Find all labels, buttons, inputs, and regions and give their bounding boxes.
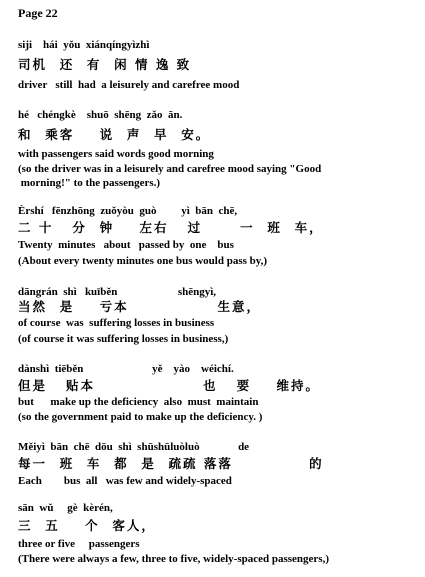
hanzi-line: 当然 是 亏本 生意， xyxy=(18,299,262,314)
gloss-line: with passengers said words good morning xyxy=(18,148,214,160)
gloss-line: of course was suffering losses in business xyxy=(18,317,215,329)
pinyin-line: hé chéngkè shuō shēng zǎo ān. xyxy=(18,109,183,121)
pinyin-line: sān wǔ gè kèrén, xyxy=(18,502,113,514)
hanzi-line: 三 五 个 客人， xyxy=(18,518,156,533)
translation-line: (of course it was suffering losses in business,) xyxy=(18,333,229,345)
gloss-line: Each bus all was few and widely-spaced xyxy=(18,475,232,487)
hanzi-line: 每一 班 车 都 是 疏疏 落落 的 xyxy=(18,456,324,471)
pinyin-line: Èrshí fēnzhōng zuǒyòu guò yì bān chē, xyxy=(18,205,238,217)
pinyin-line: dànshì tiēběn yě yào wéichí. xyxy=(18,363,234,375)
pinyin-line: dāngrán shì kuīběn shēngyì, xyxy=(18,286,217,298)
hanzi-line: 和 乘客 说 声 早 安。 xyxy=(18,127,211,142)
gloss-line: Twenty minutes about passed by one bus xyxy=(18,239,234,251)
translation-line: (so the driver was in a leisurely and carefree mood saying "Good xyxy=(18,163,322,175)
pinyin-line: Měiyì bān chē dōu shì shūshūluòluò de xyxy=(18,441,250,453)
hanzi-line: 司机 还 有 闲 情 逸 致 xyxy=(18,57,192,72)
hanzi-line: 二 十 分 钟 左右 过 一 班 车， xyxy=(18,220,324,235)
gloss-line: three or five passengers xyxy=(18,538,140,550)
gloss-line: driver still had a leisurely and carefree mood xyxy=(18,79,240,91)
translation-line: (About every twenty minutes one bus would pass by,) xyxy=(18,255,268,267)
page-number: Page 22 xyxy=(18,6,58,20)
pinyin-line: siji hái yǒu xiánqíngyìzhì xyxy=(18,39,150,51)
translation-line: (There were always a few, three to five, widely-spaced passengers,) xyxy=(18,553,330,565)
translation-line: morning!" to the passengers.) xyxy=(18,177,161,189)
gloss-line: but make up the deficiency also must maintain xyxy=(18,396,259,408)
translation-line: (so the government paid to make up the deficiency. ) xyxy=(18,411,263,423)
hanzi-line: 但是 贴本 也 要 维持。 xyxy=(18,378,320,393)
